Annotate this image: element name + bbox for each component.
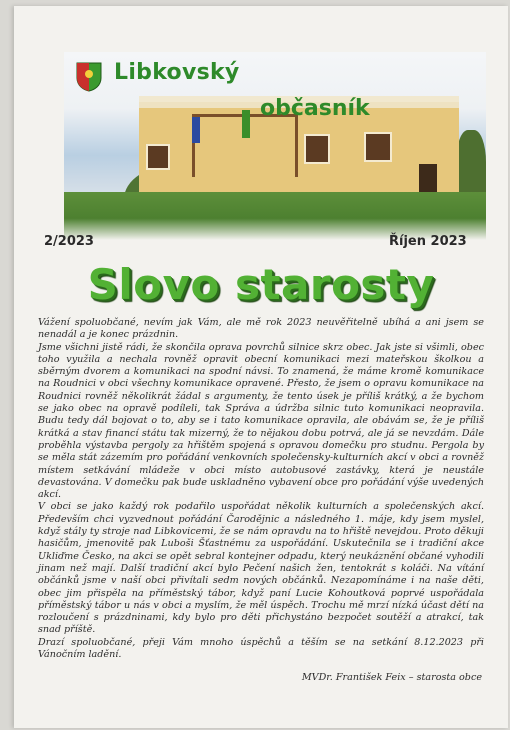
article-paragraph: Vážení spoluobčané, nevím jak Vám, ale mě rok 2023 neuvěřitelně ubíhá a ani jsem se nenadál a je konec prázdnin. [38, 317, 484, 341]
newsletter-title: Libkovský [114, 60, 240, 85]
building-window [364, 132, 392, 162]
article-headline: Slovo starosty [87, 260, 435, 309]
article-paragraph: V obci se jako každý rok podařilo uspořádat několik kulturních a společenských akcí. Především chci vyzvednout pořádání Čarodějnic a následného 1. máje, kdy jsem myslel, když stály ty stroje nad Libkovicemi, že se nám opravdu na to hřiště nevejdou. Proto děkuji hasičům, jmenovitě pak Luboši Šťastnému za uspořádání. Uskutečnila se i tradiční akce Ukliďme Česko, na akci se opět sebral kontejner odpadu, který neukáznění občané vyhodili jinam než mají. Další tradiční akcí bylo Pečení našich žen, tentokrát s koláči. Na vítání občánků jsme v naší obci přivítali sedm nových občánků. Nezapomínáme i na naše děti, obec jim přispěla na příměstský tábor, když paní Lucie Kohoutková poprvé uspořádala příměstský tábor u nás v obci a myslím, že měl úspěch. Trochu mě mrzí nízká účast dětí na rozloučení s prázdninami, kdy bylo pro děti přichystáno bezpočet soutěží a atrakcí, tak snad příště. [38, 501, 484, 636]
village-emblem-icon [76, 62, 102, 92]
flag-icon [242, 110, 250, 138]
author-signature: MVDr. František Feix – starosta obce [301, 672, 482, 683]
issue-number: 2/2023 [44, 234, 94, 249]
building-window [146, 144, 170, 170]
newsletter-page [14, 6, 508, 728]
issue-month: Říjen 2023 [389, 234, 467, 249]
flag-icon [192, 117, 200, 143]
article-body [38, 317, 484, 661]
article-paragraph: Drazí spoluobčané, přeji Vám mnoho úspěchů a těším se na setkání 8.12.2023 při Vánočním ladění. [38, 636, 484, 661]
lawn [64, 192, 486, 240]
article-paragraph: Jsme všichni jistě rádi, že skončila oprava povrchů silnice skrz obec. Jak jste si všimli, obec toho využila a nechala rovněž opravit obecní komunikaci mezi mateřskou školkou a sběrným dvorem a komunikaci na spodní návsi. To znamená, že máme kromě komunikace na Roudnici v obci všechny komunikace opravené. Přesto, že jsem o opravu komunikace na Roudnici rovněž několikrát žádal s argumenty, že tento úsek je příliš krátký, a že bychom se jako obec na opravě podíleli, tak Správa a údržba silnic tuto komunikaci neopravila. Budu tedy dál bojovat o to, aby se i tato komunikace opravila, ale obávám se, že je příliš krátká a stav financí státu tak mizerný, že to nějakou dobu potrvá, ale já se nevzdám. Dále proběhla výstavba pergoly za hřištěm spojená s opravou domečku pro studnu. Pergola by se měla stát zázemím pro pořádání venkovních společensky-kulturních akcí v obci a rovněž místem setkávání mládeže v obci místo autobusové zastávky, která je neustále devastována. V domečku pak bude uskladněno vybavení obce pro pořádání výše uvedených akcí. [38, 341, 484, 501]
newsletter-subtitle: občasník [260, 96, 370, 121]
building-window [304, 134, 330, 164]
masthead [64, 52, 486, 240]
